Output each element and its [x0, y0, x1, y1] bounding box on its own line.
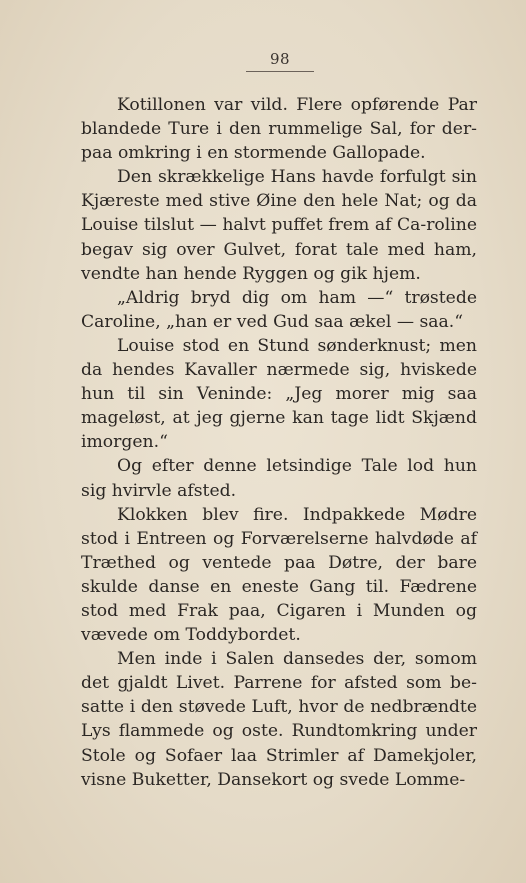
paragraph: Og efter denne letsindige Tale lod hun sig hvirvle afsted. — [81, 456, 477, 501]
page-header — [246, 50, 314, 72]
paragraph: Louise stod en Stund sønderknust; men da hendes Kavaller nærmede sig, hviskede hun til sin Veninde: „Jeg morer mig saa mageløst, at jeg gjerne kan tage lidt Skjænd imorgen.“ — [81, 335, 477, 453]
header-rule — [246, 71, 314, 72]
paragraph: Den skrækkelige Hans havde forfulgt sin Kjæreste med stive Øine den hele Nat; og da Louise tilslut — halvt puffet frem af Ca-roline begav sig over Gulvet, forat tale med ham, vendte han hende Ryggen og gik hjem. — [81, 167, 477, 284]
page-number: 98 — [269, 50, 291, 68]
body-text — [81, 93, 477, 792]
paragraph: „Aldrig bryd dig om ham —“ trøstede Caroline, „han er ved Gud saa ækel — saa.“ — [81, 287, 477, 332]
paragraph: Kotillonen var vild. Flere opførende Par blandede Ture i den rummelige Sal, for der-paa omkring i en stormende Gallopade. — [81, 95, 477, 164]
paragraph: Men inde i Salen dansedes der, somom det gjaldt Livet. Parrene for afsted som be-satte i den støvede Luft, hvor de nedbrændte Lys flammede og oste. Rundtomkring under Stole og Sofaer laa Strimler af Damekjoler, visne Buketter, Dansekort og svede Lomme- — [81, 649, 477, 790]
paragraph: Klokken blev fire. Indpakkede Mødre stod i Entreen og Forværelserne halvdøde af Træthed og ventede paa Døtre, der bare skulde danse en eneste Gang til. Fædrene stod med Frak paa, Cigaren i Munden og vævede om Toddybordet. — [81, 504, 477, 646]
